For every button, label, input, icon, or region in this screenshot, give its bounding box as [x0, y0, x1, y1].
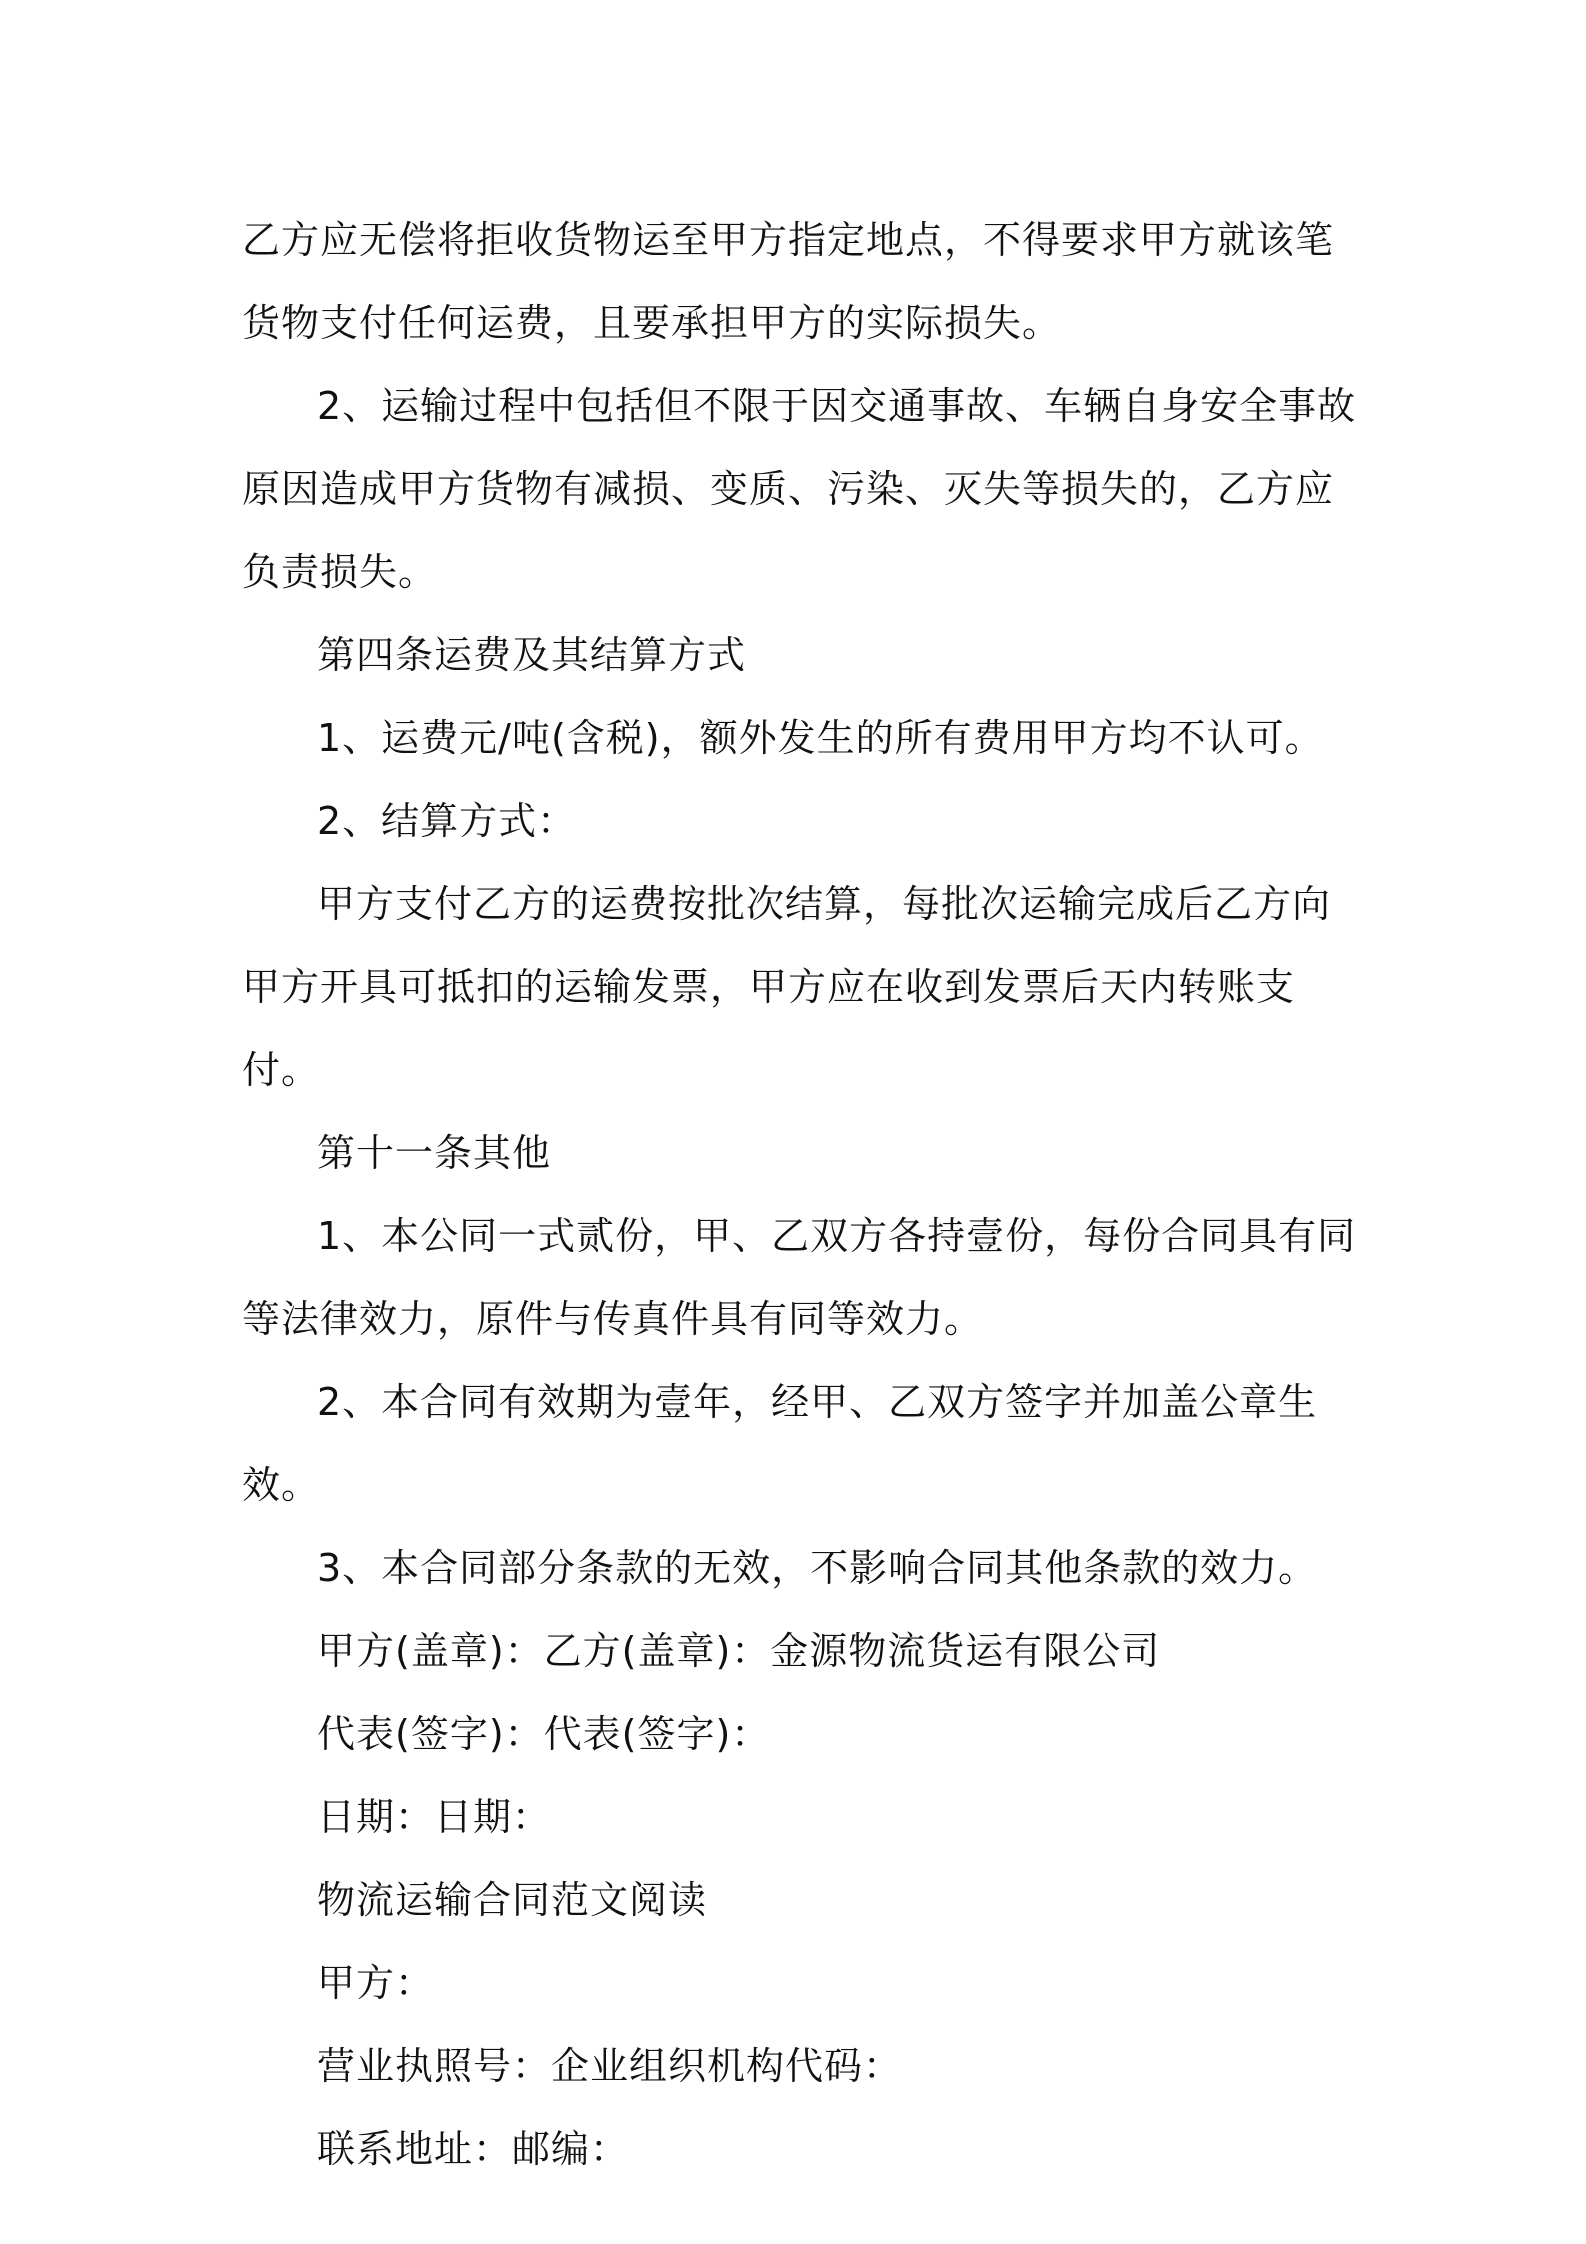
paragraph-severability: 3、本合同部分条款的无效，不影响合同其他条款的效力。	[317, 1546, 1318, 1590]
paragraph-copies: 1、本公同一式贰份，甲、乙双方各持壹份，每份合同具有同等法律效力，原件与传真件具有同等效力。	[242, 1214, 1357, 1341]
section-heading-other: 第十一条其他	[317, 1131, 552, 1175]
document-body	[242, 199, 1358, 2191]
paragraph-freight-rate: 1、运费元/吨(含税)，额外发生的所有费用甲方均不认可。	[317, 716, 1324, 760]
paragraph-continued-return-goods: 乙方应无偿将拒收货物运至甲方指定地点，不得要求甲方就该笔货物支付任何运费，且要承担甲方的实际损失。	[242, 218, 1335, 345]
contact-address-line: 联系地址：邮编：	[317, 2127, 630, 2171]
paragraph-validity: 2、本合同有效期为壹年，经甲、乙双方签字并加盖公章生效。	[242, 1380, 1318, 1507]
business-license-line: 营业执照号：企业组织机构代码：	[317, 2044, 903, 2088]
party-a-label: 甲方：	[317, 1961, 435, 2005]
paragraph-settlement-method: 2、结算方式：	[317, 799, 577, 843]
paragraph-transport-loss: 2、运输过程中包括但不限于因交通事故、车辆自身安全事故原因造成甲方货物有减损、变质、污染、灭失等损失的，乙方应负责损失。	[242, 384, 1357, 594]
next-document-title: 物流运输合同范文阅读	[317, 1878, 708, 1922]
signature-line-date: 日期：日期：	[317, 1795, 552, 1839]
paragraph-payment-terms: 甲方支付乙方的运费按批次结算，每批次运输完成后乙方向甲方开具可抵扣的运输发票，甲方应在收到发票后天内转账支付。	[242, 882, 1332, 1092]
signature-line-seal: 甲方(盖章)：乙方(盖章)：金源物流货运有限公司	[317, 1629, 1161, 1673]
signature-line-representative: 代表(签字)：代表(签字)：	[317, 1712, 771, 1756]
section-heading-freight-settlement: 第四条运费及其结算方式	[317, 633, 747, 677]
